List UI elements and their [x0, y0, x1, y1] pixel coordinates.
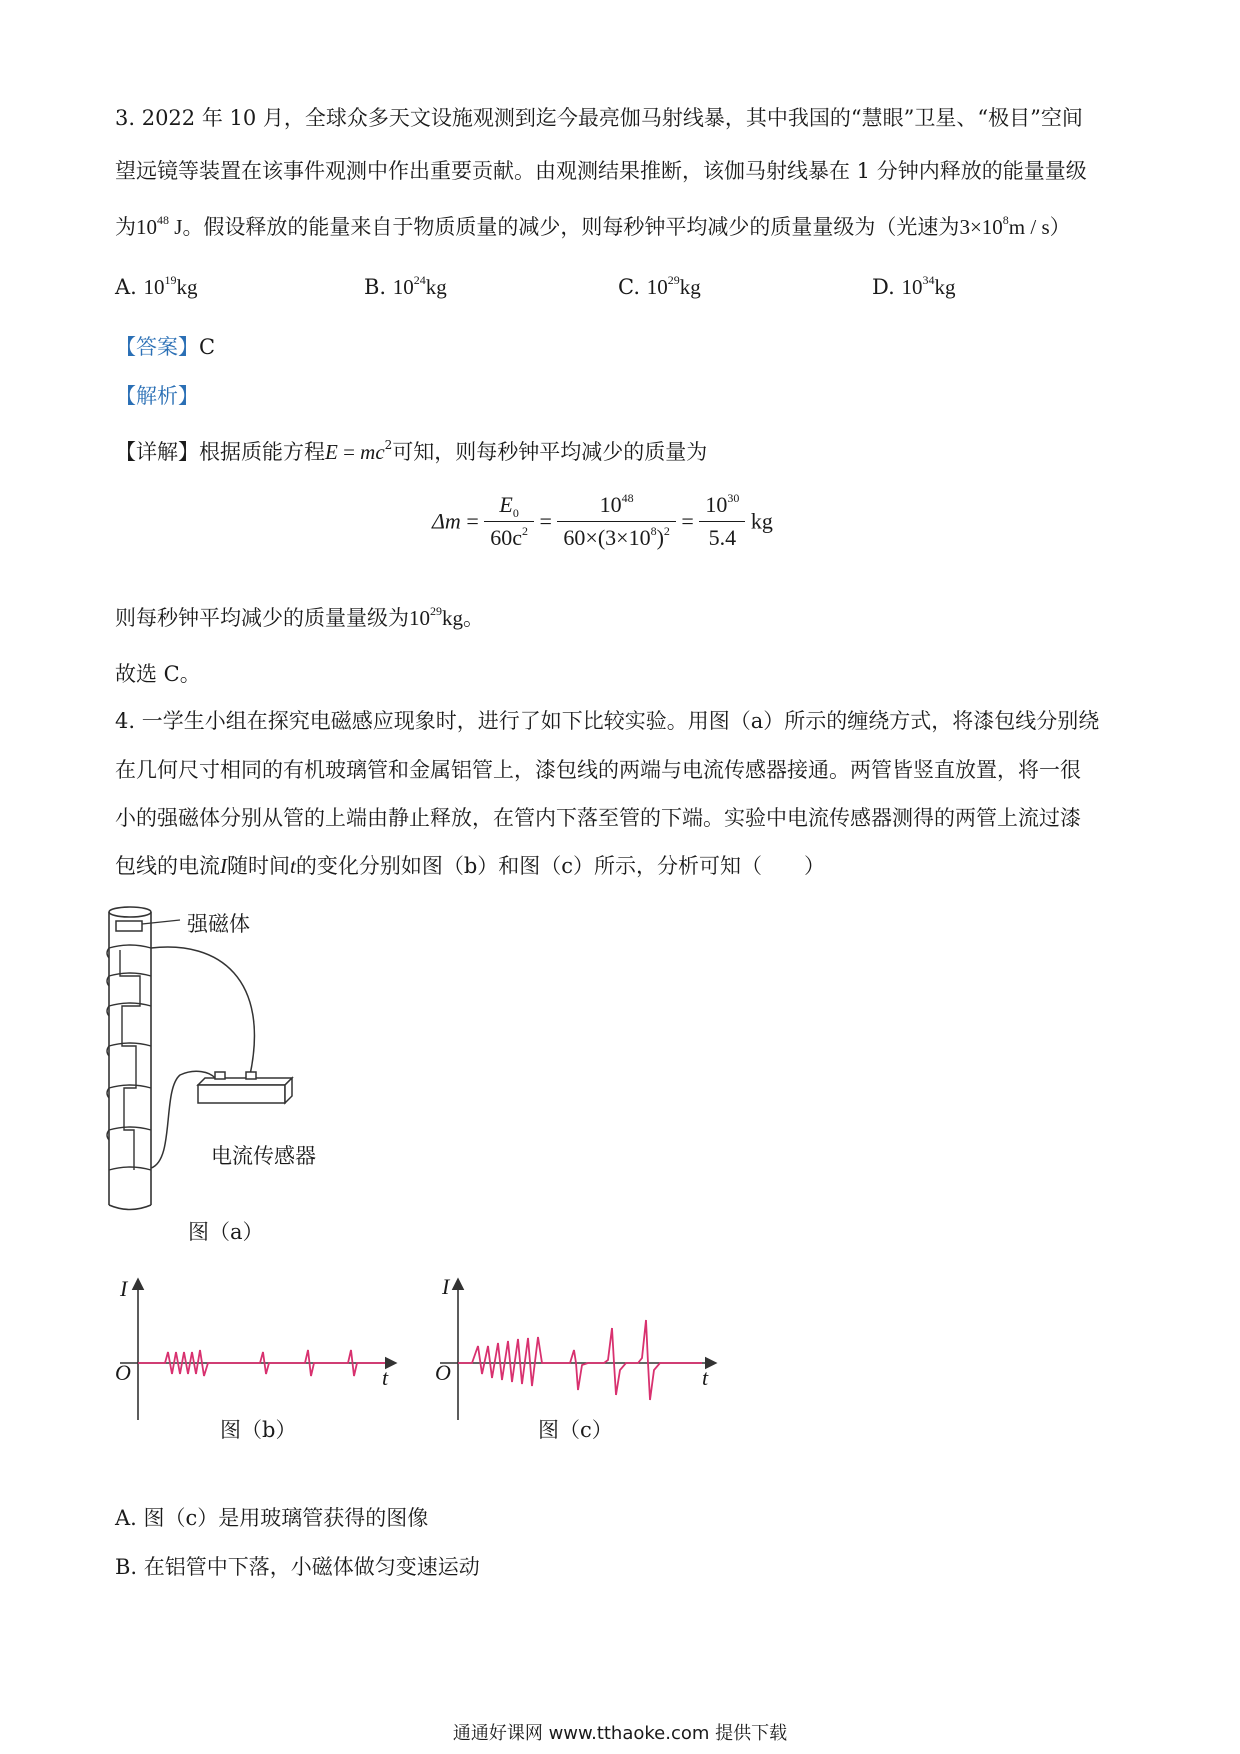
sensor-label: 电流传感器 [211, 1144, 316, 1168]
figure-c-caption: 图（c） [538, 1418, 613, 1442]
magnet-label: 强磁体 [187, 912, 250, 936]
magnet [116, 921, 142, 931]
q3-conclusion: 则每秒钟平均减少的质量量级为$10^{29}kg$。 [115, 604, 484, 630]
q3-analysis-tag: 【解析】 [115, 384, 199, 408]
footer-watermark: 通通好课网 www.tthaoke.com 提供下载 [452, 1723, 788, 1744]
q3-option-d[interactable]: D. $10^{34}kg$ [872, 273, 956, 299]
answer-tag: 【答案】 [115, 335, 199, 359]
q3-detail: 【详解】根据质能方程$E = mc^2$可知，则每秒钟平均减少的质量为 [115, 438, 708, 464]
current-sensor [198, 1072, 292, 1103]
origin-label: O [115, 1360, 131, 1385]
q3-line-3: 为$10^{48}$ J。假设释放的能量来自于物质质量的减少，则每秒钟平均减少的质量量级为（光速为$3\times 10^8m / s$） [115, 213, 1071, 239]
figure-c-graph [430, 1270, 730, 1430]
q3-line-1: 3. 2022 年 10 月，全球众多天文设施观测到迄今最亮伽马射线暴，其中我国的“慧眼”卫星、“极目”空间 [115, 106, 1083, 130]
y-axis-label: I [120, 1276, 128, 1301]
q4-option-b[interactable]: B. 在铝管中下落，小磁体做匀变速运动 [115, 1555, 480, 1579]
figure-b-graph [110, 1270, 410, 1430]
current-curve-c [458, 1320, 702, 1400]
coil-windings [107, 945, 151, 1170]
figure-a-caption: 图（a） [188, 1220, 264, 1244]
q3-option-c[interactable]: C. $10^{29}kg$ [618, 273, 701, 299]
q3-answer: 【答案】C [115, 335, 216, 359]
q4-line-4: 包线的电流I随时间t的变化分别如图（b）和图（c）所示，分析可知（ ） [115, 854, 826, 878]
figure-a-apparatus [100, 900, 360, 1220]
x-axis-label: t [702, 1365, 709, 1390]
y-axis-label: I [442, 1274, 450, 1299]
q3-choose: 故选 C。 [115, 662, 201, 686]
q4-option-a[interactable]: A. 图（c）是用玻璃管获得的图像 [115, 1506, 429, 1530]
mass-equation: Δm = $\frac{E_0}{60c^2}$ = $\frac{10^{48}}{60\times(3\times 10^8)^2}$ = $\frac{10^{30}}{5.4}$ kg [432, 491, 773, 550]
q3-option-a[interactable]: A. $10^{19}kg$ [115, 273, 198, 299]
wire-top [151, 947, 254, 1075]
q3-line-2: 望远镜等装置在该事件观测中作出重要贡献。由观测结果推断，该伽马射线暴在 1 分钟内释放的能量量级 [115, 159, 1087, 183]
magnet-leader-line [142, 920, 180, 924]
q4-line-1: 4. 一学生小组在探究电磁感应现象时，进行了如下比较实验。用图（a）所示的缠绕方式，将漆包线分别绕 [115, 709, 1100, 733]
q4-line-3: 小的强磁体分别从管的上端由静止释放，在管内下落至管的下端。实验中电流传感器测得的两管上流过漆 [115, 806, 1081, 830]
x-axis-label: t [382, 1365, 389, 1390]
origin-label: O [435, 1360, 451, 1385]
q3-option-b[interactable]: B. $10^{24}kg$ [364, 273, 447, 299]
q4-line-2: 在几何尺寸相同的有机玻璃管和金属铝管上，漆包线的两端与电流传感器接通。两管皆竖直放置，将一很 [115, 758, 1081, 782]
tube [109, 907, 151, 1210]
figure-b-caption: 图（b） [220, 1418, 297, 1442]
